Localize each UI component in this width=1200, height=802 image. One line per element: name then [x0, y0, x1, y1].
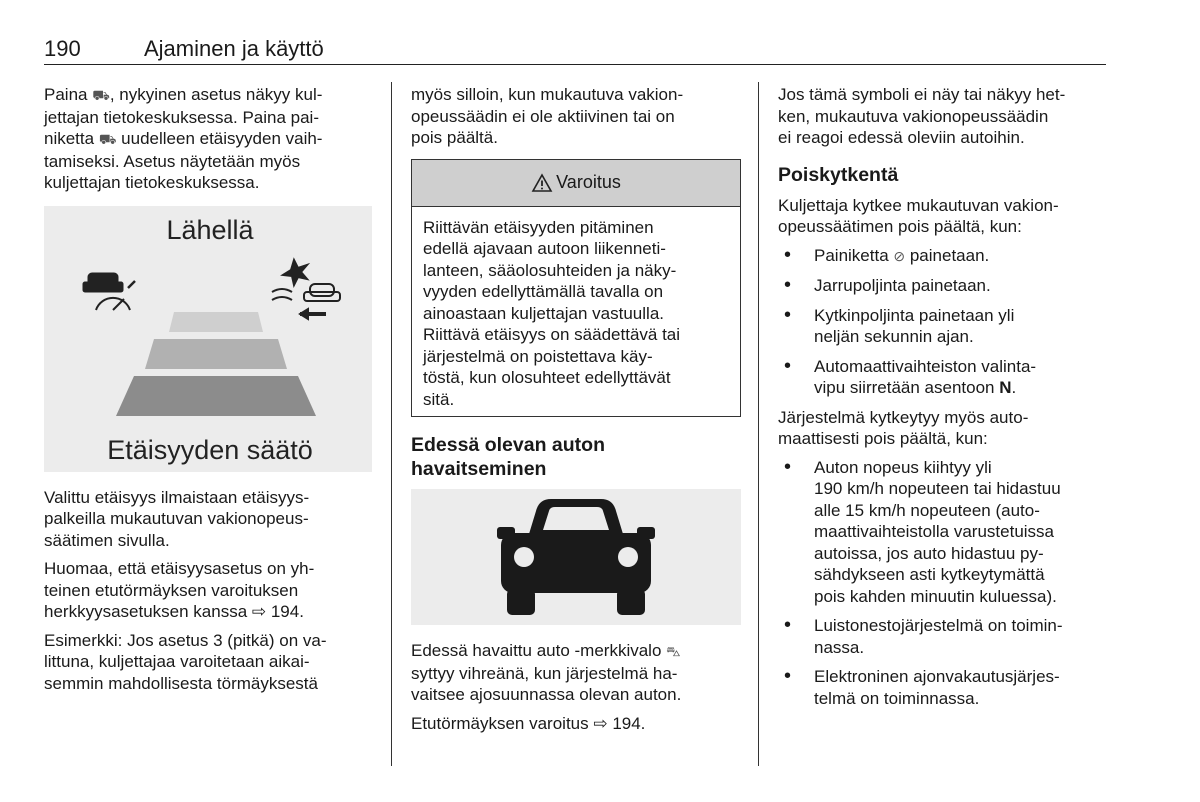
- text-run: Riittävä etäisyys on säädettävä tai: [423, 325, 681, 344]
- text-run: Jos tämä symboli ei näy tai näkyy het-: [778, 85, 1066, 104]
- vehicle-ahead-figure: [411, 489, 741, 625]
- list-item: [778, 666, 1114, 709]
- text-run: N: [999, 378, 1012, 397]
- text-run: myös silloin, kun mukautuva vakion-: [411, 85, 684, 104]
- column-1: [44, 84, 376, 701]
- distance-bar-1: [169, 312, 263, 332]
- paragraph-auto-deactivation: [778, 407, 1114, 450]
- text-run: Poiskytkentä: [778, 163, 899, 186]
- paragraph-indicator: [411, 640, 743, 706]
- paragraph-symbol-note: [778, 84, 1114, 149]
- inline-symbol-icon: ⛟: [92, 87, 110, 103]
- text-run: Elektroninen ajonvakautusjärjes-: [814, 667, 1060, 686]
- inline-symbol-icon: ⛍: [666, 643, 681, 659]
- text-run: edellä ajavaan autoon liikenneti-: [423, 239, 666, 258]
- warning-text: [412, 207, 740, 417]
- text-run: .: [1011, 378, 1017, 397]
- text-run: syttyy vihreänä, kun järjestelmä ha-: [411, 663, 678, 683]
- text-run: Esimerkki: Jos asetus 3 (pitkä) on va-: [44, 630, 327, 650]
- text-run: lanteen, sääolosuhteiden ja näky-: [423, 260, 677, 280]
- distance-bar-3: [116, 376, 316, 416]
- text-run: havaitseminen: [411, 458, 547, 480]
- column-3: [778, 84, 1114, 717]
- paragraph-example: [44, 630, 376, 695]
- text-run: Automaattivaihteiston valinta-: [814, 356, 1037, 376]
- text-run: töstä, kun olosuhteet edellyttävät: [423, 368, 671, 387]
- warning-box: [411, 159, 741, 418]
- list-item: [778, 615, 1114, 658]
- column-2: [411, 84, 743, 741]
- text-run: Kuljettaja kytkee mukautuvan vakion-: [778, 195, 1059, 215]
- text-run: Valittu etäisyys ilmaistaan etäisyys-: [44, 487, 310, 507]
- paragraph-reference: [411, 713, 743, 735]
- text-run: kuljettajan tietokeskuksessa.: [44, 173, 260, 192]
- text-run: teinen etutörmäyksen varoituksen: [44, 580, 299, 600]
- text-run: uudelleen etäisyyden vaih-: [116, 129, 323, 148]
- intro-paragraph: [44, 84, 376, 194]
- text-run: opeussäätimen pois päältä, kun:: [778, 217, 1022, 236]
- paragraph-distance-display: [44, 487, 376, 552]
- text-run: telmä on toiminnassa.: [814, 688, 980, 708]
- text-run: opeussäädin ei ole aktiivinen tai on: [411, 106, 675, 126]
- list-item: [778, 305, 1114, 348]
- text-run: Järjestelmä kytkeytyy myös auto-: [778, 407, 1029, 427]
- text-run: vipu siirretään asentoon: [814, 378, 1000, 397]
- chapter-title: Ajaminen ja käyttö: [144, 36, 324, 61]
- text-run: Kytkinpoljinta painetaan yli: [814, 305, 1015, 325]
- text-run: littuna, kuljettajaa varoitetaan aikai-: [44, 652, 310, 671]
- warning-title: Varoitus: [556, 171, 621, 192]
- inline-symbol-icon: ⊘: [893, 247, 906, 264]
- text-run: Auton nopeus kiihtyy yli: [814, 457, 992, 477]
- text-run: Edessä havaittu auto -merkkivalo: [411, 641, 667, 660]
- paragraph-continuation: [411, 84, 743, 149]
- text-run: Luistonestojärjestelmä on toimin-: [814, 616, 1063, 635]
- paragraph-deactivation-intro: [778, 195, 1114, 238]
- text-run: tamiseksi. Asetus näytetään myös: [44, 151, 301, 171]
- text-run: autoissa, jos auto hidastuu py-: [814, 543, 1044, 563]
- list-item: [778, 356, 1114, 399]
- distance-bar-2: [145, 339, 287, 369]
- text-run: maattivaihteistolla varustetuissa: [814, 522, 1055, 541]
- figure-bottom-label: Etäisyyden säätö: [107, 434, 313, 465]
- vehicle-speed-icon: [83, 273, 135, 310]
- text-run: ei reagoi edessä oleviin autoihin.: [778, 128, 1025, 147]
- text-run: järjestelmä on poistettava käy-: [423, 346, 653, 366]
- page-number: 190: [44, 36, 81, 61]
- text-run: jettajan tietokeskuksessa. Paina pai-: [44, 107, 319, 127]
- text-run: painetaan.: [905, 245, 990, 265]
- text-run: maattisesti pois päältä, kun:: [778, 429, 988, 448]
- text-run: Painiketta: [814, 245, 894, 265]
- text-run: Etutörmäyksen varoitus ⇨ 194.: [411, 713, 646, 733]
- text-run: neljän sekunnin ajan.: [814, 327, 974, 346]
- paragraph-shared-setting: [44, 558, 376, 623]
- text-run: alle 15 km/h nopeuteen (auto-: [814, 500, 1040, 520]
- text-run: Paina: [44, 85, 93, 104]
- text-run: vyyden edellyttämällä tavalla on: [423, 282, 664, 301]
- auto-deactivation-list: [778, 457, 1114, 710]
- text-run: ken, mukautuva vakionopeussäädin: [778, 106, 1049, 126]
- text-run: herkkyysasetuksen kanssa ⇨ 194.: [44, 602, 304, 621]
- text-run: Huomaa, että etäisyysasetus on yh-: [44, 559, 315, 578]
- list-item: [778, 457, 1114, 608]
- text-run: niketta: [44, 129, 99, 148]
- warning-triangle-icon: [531, 173, 553, 193]
- front-vehicle-detect-icon: [272, 260, 340, 319]
- text-run: vaitsee ajosuunnassa olevan auton.: [411, 685, 682, 704]
- column-divider-2: [758, 82, 759, 766]
- text-run: ainoastaan kuljettajan vastuulla.: [423, 303, 664, 323]
- text-run: , nykyinen asetus näkyy kul-: [109, 85, 323, 104]
- figure-top-label: Lähellä: [166, 214, 254, 245]
- text-run: pois päältä.: [411, 128, 498, 147]
- inline-symbol-icon: ⛟: [98, 131, 117, 147]
- text-run: semmin mahdollisesta törmäyksestä: [44, 673, 318, 693]
- car-front-icon: [411, 489, 741, 625]
- distance-bars-illustration: [44, 206, 372, 472]
- page-header: [44, 34, 1106, 65]
- list-item: [778, 245, 1114, 268]
- list-item: [778, 275, 1114, 297]
- deactivation-list: [778, 245, 1114, 399]
- distance-setting-figure: [44, 206, 372, 472]
- text-run: nassa.: [814, 637, 865, 657]
- section-heading-deactivation: [778, 163, 1114, 187]
- text-run: pois kahden minuutin kuluessa).: [814, 586, 1057, 606]
- text-run: palkeilla mukautuvan vakionopeus-: [44, 509, 309, 528]
- section-heading-vehicle-ahead: [411, 433, 743, 481]
- text-run: Edessä olevan auton: [411, 434, 605, 456]
- column-divider-1: [391, 82, 392, 766]
- text-run: Jarrupoljinta painetaan.: [814, 276, 991, 295]
- text-run: sitä.: [423, 389, 455, 409]
- text-run: sähdykseen asti kytkeytymättä: [814, 565, 1045, 584]
- warning-header: [412, 160, 740, 207]
- text-run: Riittävän etäisyyden pitäminen: [423, 217, 654, 237]
- text-run: 190 km/h nopeuteen tai hidastuu: [814, 479, 1061, 498]
- text-run: säätimen sivulla.: [44, 530, 170, 550]
